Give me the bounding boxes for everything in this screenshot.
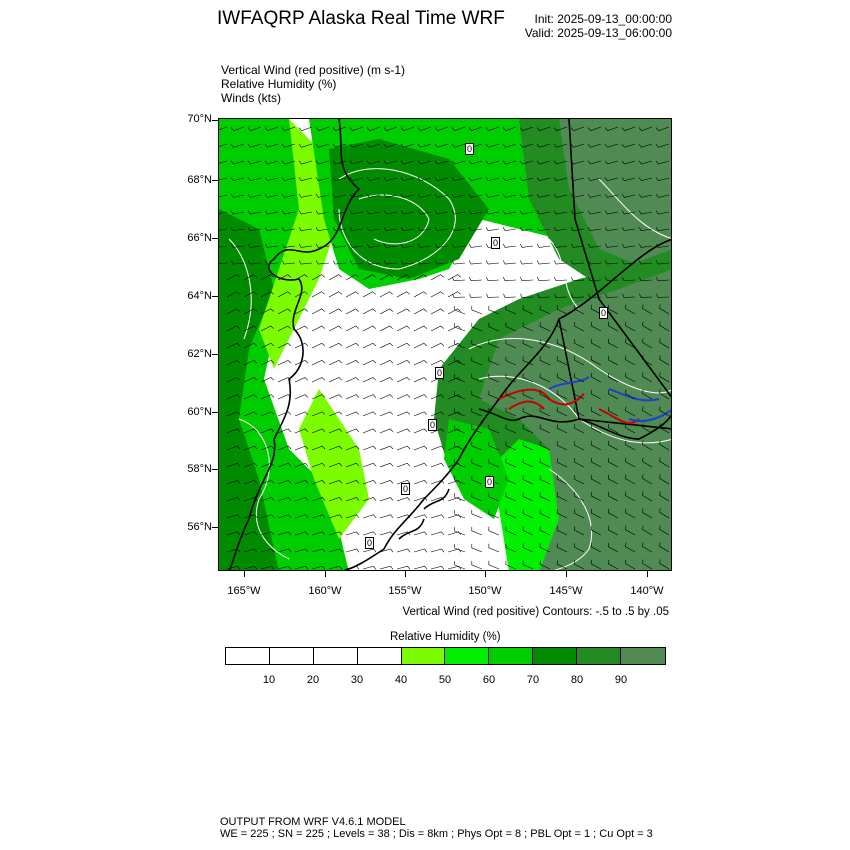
map-canvas <box>219 119 672 571</box>
colorbar-label: 30 <box>350 674 364 686</box>
lon-tick <box>485 571 486 577</box>
init-time: Init: 2025-09-13_00:00:00 <box>534 12 672 26</box>
lat-label: 62°N <box>187 348 212 360</box>
colorbar-segment <box>577 648 621 664</box>
lat-tick <box>212 120 218 121</box>
lon-tick <box>566 571 567 577</box>
lat-label: 66°N <box>187 232 212 244</box>
colorbar-label: 20 <box>306 674 320 686</box>
lat-label: 56°N <box>187 521 212 533</box>
colorbar-label: 40 <box>394 674 408 686</box>
lon-label: 155°W <box>388 585 422 597</box>
lat-label: 64°N <box>187 290 212 302</box>
colorbar-title: Relative Humidity (%) <box>390 631 501 643</box>
lat-label: 68°N <box>187 174 212 186</box>
lon-tick <box>244 571 245 577</box>
variable-label-winds: Winds (kts) <box>221 91 281 105</box>
plot-title: IWFAQRP Alaska Real Time WRF <box>217 8 505 29</box>
colorbar-segment <box>402 648 446 664</box>
colorbar-segment <box>314 648 358 664</box>
colorbar-label: 50 <box>438 674 452 686</box>
lat-tick <box>212 469 218 470</box>
contour-label: 0 <box>367 538 373 548</box>
variable-label-vertical-wind: Vertical Wind (red positive) (m s-1) <box>221 63 406 77</box>
lon-label: 140°W <box>630 585 664 597</box>
colorbar-segment <box>533 648 577 664</box>
colorbar-segment <box>621 648 665 664</box>
lat-label: 60°N <box>187 406 212 418</box>
lat-tick <box>212 180 218 181</box>
contour-label: 0 <box>403 484 409 494</box>
colorbar-label: 80 <box>570 674 584 686</box>
contour-label: 0 <box>493 238 499 248</box>
lon-label: 145°W <box>549 585 583 597</box>
contour-label: 0 <box>437 368 443 378</box>
colorbar-segment <box>270 648 314 664</box>
colorbar-label: 60 <box>482 674 496 686</box>
colorbar-segment <box>358 648 402 664</box>
valid-time: Valid: 2025-09-13_06:00:00 <box>524 26 672 40</box>
variable-label-relative-humidity: Relative Humidity (%) <box>221 77 337 91</box>
contour-label: 0 <box>467 144 473 154</box>
colorbar-segment <box>445 648 489 664</box>
lon-tick <box>647 571 648 577</box>
lat-tick <box>212 527 218 528</box>
lat-label: 58°N <box>187 463 212 475</box>
contour-label: 0 <box>601 308 607 318</box>
colorbar-segment <box>489 648 533 664</box>
relative-humidity-fill <box>219 119 672 571</box>
contour-info: Vertical Wind (red positive) Contours: -.5 to .5 by .05 <box>402 606 669 618</box>
colorbar-segment <box>226 648 270 664</box>
lat-tick <box>212 354 218 355</box>
colorbar <box>225 647 666 665</box>
model-info-line1: OUTPUT FROM WRF V4.6.1 MODEL <box>220 816 406 828</box>
lon-tick <box>405 571 406 577</box>
contour-label: 0 <box>430 420 436 430</box>
lat-label: 70°N <box>187 113 212 125</box>
lon-label: 150°W <box>468 585 502 597</box>
map-panel <box>218 118 672 571</box>
colorbar-label: 70 <box>526 674 540 686</box>
model-info-line2: WE = 225 ; SN = 225 ; Levels = 38 ; Dis = 8km ; Phys Opt = 8 ; PBL Opt = 1 ; Cu Opt = 3 <box>220 828 653 840</box>
lon-label: 165°W <box>227 585 261 597</box>
colorbar-label: 90 <box>614 674 628 686</box>
contour-label: 0 <box>487 477 493 487</box>
lon-label: 160°W <box>308 585 342 597</box>
lat-tick <box>212 412 218 413</box>
colorbar-label: 10 <box>262 674 276 686</box>
lat-tick <box>212 238 218 239</box>
lat-tick <box>212 296 218 297</box>
lon-tick <box>325 571 326 577</box>
